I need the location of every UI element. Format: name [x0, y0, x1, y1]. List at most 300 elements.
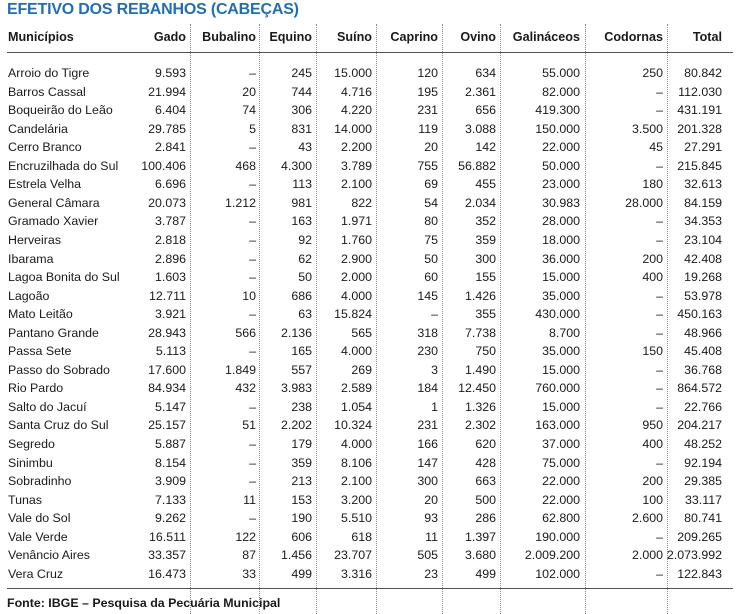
table-cell: 23 — [424, 567, 438, 581]
table-cell: 163 — [291, 214, 312, 228]
table-cell: 48.252 — [684, 437, 722, 451]
table-cell: 93 — [424, 511, 438, 525]
column-divider — [585, 24, 586, 614]
table-cell: 35.000 — [542, 289, 580, 303]
column-divider — [259, 24, 260, 614]
table-cell: 8.106 — [340, 456, 372, 470]
table-cell: 760.000 — [535, 381, 580, 395]
table-cell: 10.324 — [334, 418, 372, 432]
table-cell: 45.408 — [684, 344, 722, 358]
table-cell: 45 — [649, 140, 663, 154]
table-cell: 145 — [417, 289, 438, 303]
column-header: Caprino — [390, 30, 438, 44]
table-cell: 6.696 — [154, 177, 186, 191]
table-cell: 8.700 — [548, 326, 580, 340]
table-cell: 200 — [642, 252, 663, 266]
table-title: EFETIVO DOS REBANHOS (CABEÇAS) — [7, 1, 299, 18]
table-cell: 400 — [642, 270, 663, 284]
table-cell: 69 — [424, 177, 438, 191]
table-cell: 1.456 — [280, 548, 312, 562]
table-cell: 606 — [291, 530, 312, 544]
municipality-name: Ibarama — [8, 252, 54, 266]
table-cell: 431.191 — [677, 103, 722, 117]
table-cell: – — [249, 270, 256, 284]
table-cell: 1.326 — [464, 400, 496, 414]
table-cell: 419.300 — [535, 103, 580, 117]
table-cell: 318 — [417, 326, 438, 340]
table-cell: 468 — [235, 159, 256, 173]
footer-rule — [7, 588, 733, 589]
table-cell: 2.202 — [280, 418, 312, 432]
table-cell: 432 — [235, 381, 256, 395]
table-cell: 2.841 — [154, 140, 186, 154]
column-header: Galináceos — [512, 30, 580, 44]
table-cell: 3.787 — [154, 214, 186, 228]
table-cell: 2.900 — [340, 252, 372, 266]
column-header: Suíno — [337, 30, 372, 44]
table-cell: 43 — [298, 140, 312, 154]
municipality-name: Lagoa Bonita do Sul — [8, 270, 120, 284]
table-cell: – — [249, 252, 256, 266]
table-cell: 180 — [642, 177, 663, 191]
table-cell: – — [249, 437, 256, 451]
table-cell: – — [656, 400, 663, 414]
table-cell: 166 — [417, 437, 438, 451]
column-divider — [500, 24, 501, 614]
table-cell: 9.593 — [154, 66, 186, 80]
municipality-name: Candelária — [8, 122, 68, 136]
table-cell: 755 — [417, 159, 438, 173]
table-cell: 5.510 — [340, 511, 372, 525]
table-cell: 656 — [475, 103, 496, 117]
table-cell: – — [656, 159, 663, 173]
table-cell: 54 — [424, 196, 438, 210]
table-cell: 5.887 — [154, 437, 186, 451]
table-cell: 3.316 — [340, 567, 372, 581]
table-cell: 33.117 — [685, 493, 722, 507]
table-cell: 430.000 — [535, 307, 580, 321]
table-cell: 190.000 — [535, 530, 580, 544]
table-cell: 80 — [424, 214, 438, 228]
table-cell: 7.133 — [154, 493, 186, 507]
table-cell: 557 — [291, 363, 312, 377]
table-cell: 1.426 — [464, 289, 496, 303]
table-cell: 22.000 — [542, 474, 580, 488]
municipality-name: Tunas — [8, 493, 42, 507]
table-cell: 34.353 — [684, 214, 722, 228]
table-cell: – — [656, 326, 663, 340]
table-cell: 450.163 — [677, 307, 722, 321]
table-cell: 864.572 — [677, 381, 722, 395]
table-cell: 11 — [425, 530, 438, 544]
table-cell: 499 — [291, 567, 312, 581]
table-cell: 4.000 — [340, 437, 372, 451]
table-cell: 1.849 — [224, 363, 256, 377]
table-cell: – — [656, 103, 663, 117]
table-cell: – — [656, 530, 663, 544]
table-cell: 17.600 — [148, 363, 186, 377]
municipality-name: Encruzilhada do Sul — [8, 159, 119, 173]
table-cell: 2.302 — [464, 418, 496, 432]
table-cell: 112.030 — [678, 85, 722, 99]
municipality-name: Passa Sete — [8, 344, 72, 358]
municipality-name: Pantano Grande — [8, 326, 99, 340]
municipality-name: Passo do Sobrado — [8, 363, 110, 377]
column-header: Municípios — [8, 30, 74, 44]
table-cell: – — [656, 381, 663, 395]
table-cell: 2.009.200 — [524, 548, 580, 562]
table-cell: 20 — [424, 493, 438, 507]
table-cell: 822 — [351, 196, 372, 210]
table-cell: 2.818 — [154, 233, 186, 247]
table-cell: 75 — [424, 233, 438, 247]
table-cell: 27.291 — [684, 140, 722, 154]
table-cell: 686 — [291, 289, 312, 303]
column-header: Total — [692, 30, 722, 44]
table-cell: 3.909 — [154, 474, 186, 488]
table-cell: 16.511 — [149, 530, 186, 544]
table-cell: 3.680 — [464, 548, 496, 562]
table-cell: 80.842 — [684, 66, 722, 80]
table-cell: 60 — [424, 270, 438, 284]
table-cell: 5.113 — [155, 344, 186, 358]
table-cell: 831 — [291, 122, 312, 136]
table-cell: 663 — [475, 474, 496, 488]
table-cell: 32.613 — [684, 177, 722, 191]
table-cell: 3.983 — [280, 381, 312, 395]
municipality-name: Herveiras — [8, 233, 62, 247]
table-cell: 2.600 — [631, 511, 663, 525]
municipality-name: Santa Cruz do Sul — [8, 418, 109, 432]
table-cell: 21.994 — [148, 85, 186, 99]
table-cell: 9.262 — [154, 511, 186, 525]
table-cell: 1 — [431, 400, 438, 414]
table-cell: – — [431, 307, 438, 321]
table-cell: 230 — [417, 344, 438, 358]
table-cell: 22.766 — [684, 400, 722, 414]
table-cell: 2.136 — [280, 326, 312, 340]
municipality-name: Vale do Sol — [8, 511, 71, 525]
municipality-name: Sinimbu — [8, 456, 53, 470]
table-cell: 92 — [298, 233, 312, 247]
table-cell: – — [249, 214, 256, 228]
table-cell: 300 — [417, 474, 438, 488]
table-cell: 20.073 — [148, 196, 186, 210]
table-cell: 33 — [242, 567, 256, 581]
table-cell: – — [656, 456, 663, 470]
table-cell: 15.000 — [334, 66, 372, 80]
table-cell: 22.000 — [542, 493, 580, 507]
table-cell: 204.217 — [677, 418, 722, 432]
table-cell: 355 — [475, 307, 496, 321]
table-cell: 500 — [475, 493, 496, 507]
table-cell: 4.220 — [340, 103, 372, 117]
table-cell: – — [656, 214, 663, 228]
column-divider — [376, 24, 377, 614]
table-cell: 122 — [235, 530, 256, 544]
table-cell: 286 — [475, 511, 496, 525]
table-cell: 565 — [351, 326, 372, 340]
table-cell: 119 — [418, 122, 438, 136]
table-cell: 29.385 — [684, 474, 722, 488]
municipality-name: Lagoão — [8, 289, 50, 303]
municipality-name: Barros Cassal — [8, 85, 86, 99]
table-cell: 195 — [417, 85, 438, 99]
table-cell: 5 — [249, 122, 256, 136]
table-cell: 10 — [242, 289, 256, 303]
table-cell: 3.200 — [340, 493, 372, 507]
table-cell: 36.000 — [542, 252, 580, 266]
municipality-name: General Câmara — [8, 196, 100, 210]
table-cell: 352 — [475, 214, 496, 228]
table-cell: 55.000 — [542, 66, 580, 80]
table-cell: 2.589 — [340, 381, 372, 395]
table-cell: 50 — [424, 252, 438, 266]
table-cell: 3.088 — [464, 122, 496, 136]
table-cell: 566 — [235, 326, 256, 340]
table-cell: 163.000 — [535, 418, 580, 432]
table-cell: 80.741 — [684, 511, 722, 525]
column-header: Equino — [269, 30, 312, 44]
table-cell: 19.268 — [684, 270, 722, 284]
municipality-name: Sobradinho — [8, 474, 72, 488]
municipality-name: Mato Leitão — [8, 307, 73, 321]
table-cell: 190 — [291, 511, 312, 525]
table-cell: 300 — [475, 252, 496, 266]
table-cell: 28.943 — [148, 326, 186, 340]
table-cell: 750 — [475, 344, 496, 358]
table-cell: 1.054 — [340, 400, 372, 414]
table-cell: 11 — [243, 493, 256, 507]
table-cell: 269 — [351, 363, 372, 377]
table-cell: 3.789 — [340, 159, 372, 173]
table-cell: 74 — [242, 103, 256, 117]
table-cell: 231 — [417, 103, 438, 117]
table-cell: 200 — [642, 474, 663, 488]
table-cell: 3 — [431, 363, 438, 377]
municipality-name: Boqueirão do Leão — [8, 103, 113, 117]
table-cell: 400 — [642, 437, 663, 451]
table-cell: 179 — [291, 437, 312, 451]
table-cell: 142 — [475, 140, 496, 154]
table-cell: 22.000 — [542, 140, 580, 154]
table-cell: 4.000 — [340, 289, 372, 303]
table-cell: 15.824 — [334, 307, 372, 321]
column-header: Ovino — [460, 30, 496, 44]
table-cell: 51 — [242, 418, 256, 432]
table-cell: 15.000 — [542, 270, 580, 284]
column-divider — [190, 24, 191, 614]
table-cell: – — [249, 307, 256, 321]
table-cell: 37.000 — [542, 437, 580, 451]
table-cell: – — [249, 177, 256, 191]
table-cell: 950 — [642, 418, 663, 432]
column-divider — [442, 24, 443, 614]
table-cell: 150 — [642, 344, 663, 358]
table-cell: 2.896 — [154, 252, 186, 266]
table-cell: 499 — [475, 567, 496, 581]
column-divider — [316, 24, 317, 614]
table-cell: 12.450 — [458, 381, 496, 395]
table-cell: 29.785 — [148, 122, 186, 136]
table-cell: 1.603 — [154, 270, 186, 284]
table-cell: 100.406 — [141, 159, 186, 173]
table-cell: 113 — [292, 177, 312, 191]
table-cell: 2.000 — [340, 270, 372, 284]
table-cell: 231 — [417, 418, 438, 432]
table-cell: 18.000 — [542, 233, 580, 247]
table-cell: 42.408 — [684, 252, 722, 266]
table-cell: 2.100 — [340, 177, 372, 191]
table-cell: 618 — [351, 530, 372, 544]
table-cell: 84.934 — [148, 381, 186, 395]
table-cell: 100 — [642, 493, 663, 507]
table-cell: 122.843 — [677, 567, 722, 581]
table-cell: 1.971 — [340, 214, 372, 228]
table-cell: – — [656, 85, 663, 99]
table-cell: 62.800 — [542, 511, 580, 525]
column-header: Codornas — [604, 30, 663, 44]
table-cell: 184 — [417, 381, 438, 395]
table-cell: 120 — [417, 66, 438, 80]
table-cell: 15.000 — [542, 400, 580, 414]
table-cell: 23.104 — [684, 233, 722, 247]
table-cell: 2.000 — [631, 548, 663, 562]
municipality-name: Venâncio Aires — [8, 548, 90, 562]
municipality-name: Salto do Jacuí — [8, 400, 87, 414]
table-cell: 3.500 — [631, 122, 663, 136]
table-cell: 3.921 — [154, 307, 186, 321]
table-cell: 620 — [475, 437, 496, 451]
table-cell: 92.194 — [684, 456, 722, 470]
table-cell: 2.034 — [464, 196, 496, 210]
table-cell: – — [656, 307, 663, 321]
municipality-name: Rio Pardo — [8, 381, 64, 395]
table-cell: 245 — [291, 66, 312, 80]
table-cell: 428 — [475, 456, 496, 470]
table-cell: 359 — [291, 456, 312, 470]
table-cell: 4.000 — [340, 344, 372, 358]
table-cell: 30.983 — [542, 196, 580, 210]
column-header: Gado — [153, 30, 186, 44]
table-cell: 213 — [291, 474, 312, 488]
table-cell: 215.845 — [677, 159, 722, 173]
table-cell: 23.707 — [334, 548, 372, 562]
table-cell: 150.000 — [535, 122, 580, 136]
table-cell: 12.711 — [149, 289, 186, 303]
table-cell: – — [656, 289, 663, 303]
table-cell: 28.000 — [625, 196, 663, 210]
table-cell: 36.768 — [684, 363, 722, 377]
table-cell: 87 — [242, 548, 256, 562]
municipality-name: Vera Cruz — [8, 567, 64, 581]
table-cell: 2.200 — [340, 140, 372, 154]
table-cell: 35.000 — [542, 344, 580, 358]
table-cell: – — [249, 400, 256, 414]
municipality-name: Arroio do Tigre — [8, 66, 90, 80]
table-cell: – — [249, 511, 256, 525]
table-cell: 2.100 — [340, 474, 372, 488]
municipality-name: Segredo — [8, 437, 55, 451]
table-cell: 63 — [298, 307, 312, 321]
source-note: Fonte: IBGE – Pesquisa da Pecuária Municipal — [7, 596, 281, 610]
table-cell: 455 — [475, 177, 496, 191]
municipality-name: Estrela Velha — [8, 177, 82, 191]
table-cell: 6.404 — [154, 103, 186, 117]
municipality-name: Cerro Branco — [8, 140, 82, 154]
table-cell: – — [249, 66, 256, 80]
table-cell: 250 — [642, 66, 663, 80]
table-cell: 209.265 — [677, 530, 722, 544]
table-cell: 981 — [291, 196, 312, 210]
table-cell: 7.738 — [464, 326, 496, 340]
table-cell: 50.000 — [542, 159, 580, 173]
table-cell: 102.000 — [535, 567, 580, 581]
table-cell: 505 — [417, 548, 438, 562]
table-cell: – — [249, 233, 256, 247]
table-cell: 306 — [291, 103, 312, 117]
table-cell: 8.154 — [154, 456, 186, 470]
table-cell: 82.000 — [542, 85, 580, 99]
table-cell: 165 — [291, 344, 312, 358]
table-cell: 33.357 — [148, 548, 186, 562]
table-cell: 48.966 — [684, 326, 722, 340]
table-cell: 1.397 — [464, 530, 496, 544]
table-cell: 75.000 — [542, 456, 580, 470]
table-cell: – — [656, 363, 663, 377]
table-cell: 201.328 — [677, 122, 722, 136]
table-cell: 50 — [298, 270, 312, 284]
table-cell: 25.157 — [148, 418, 186, 432]
table-cell: 359 — [475, 233, 496, 247]
column-divider — [667, 24, 668, 614]
table-cell: 153 — [291, 493, 312, 507]
table-cell: 15.000 — [542, 363, 580, 377]
table-cell: 20 — [242, 85, 256, 99]
column-header: Bubalino — [202, 30, 256, 44]
table-cell: 1.212 — [224, 196, 256, 210]
table-cell: 14.000 — [334, 122, 372, 136]
table-cell: – — [249, 344, 256, 358]
municipality-name: Gramado Xavier — [8, 214, 99, 228]
table-cell: – — [249, 456, 256, 470]
table-cell: 155 — [475, 270, 496, 284]
table-cell: 238 — [291, 400, 312, 414]
table-cell: 56.882 — [458, 159, 496, 173]
table-cell: 4.716 — [340, 85, 372, 99]
table-cell: 23.000 — [542, 177, 580, 191]
table-cell: – — [249, 140, 256, 154]
table-cell: 84.159 — [684, 196, 722, 210]
table-cell: 744 — [291, 85, 312, 99]
table-cell: 2.361 — [464, 85, 496, 99]
table-cell: 1.760 — [340, 233, 372, 247]
table-cell: 634 — [475, 66, 496, 80]
table-cell: 53.978 — [684, 289, 722, 303]
table-cell: 16.473 — [148, 567, 186, 581]
table-cell: 20 — [424, 140, 438, 154]
table-cell: 4.300 — [280, 159, 312, 173]
table-cell: – — [656, 567, 663, 581]
header-rule — [7, 52, 733, 53]
table-cell: 5.147 — [154, 400, 186, 414]
table-cell: – — [249, 474, 256, 488]
table-cell: 1.490 — [464, 363, 496, 377]
table-cell: 62 — [298, 252, 312, 266]
table-cell: 2.073.992 — [666, 548, 722, 562]
table-cell: – — [656, 233, 663, 247]
table-cell: 147 — [417, 456, 438, 470]
